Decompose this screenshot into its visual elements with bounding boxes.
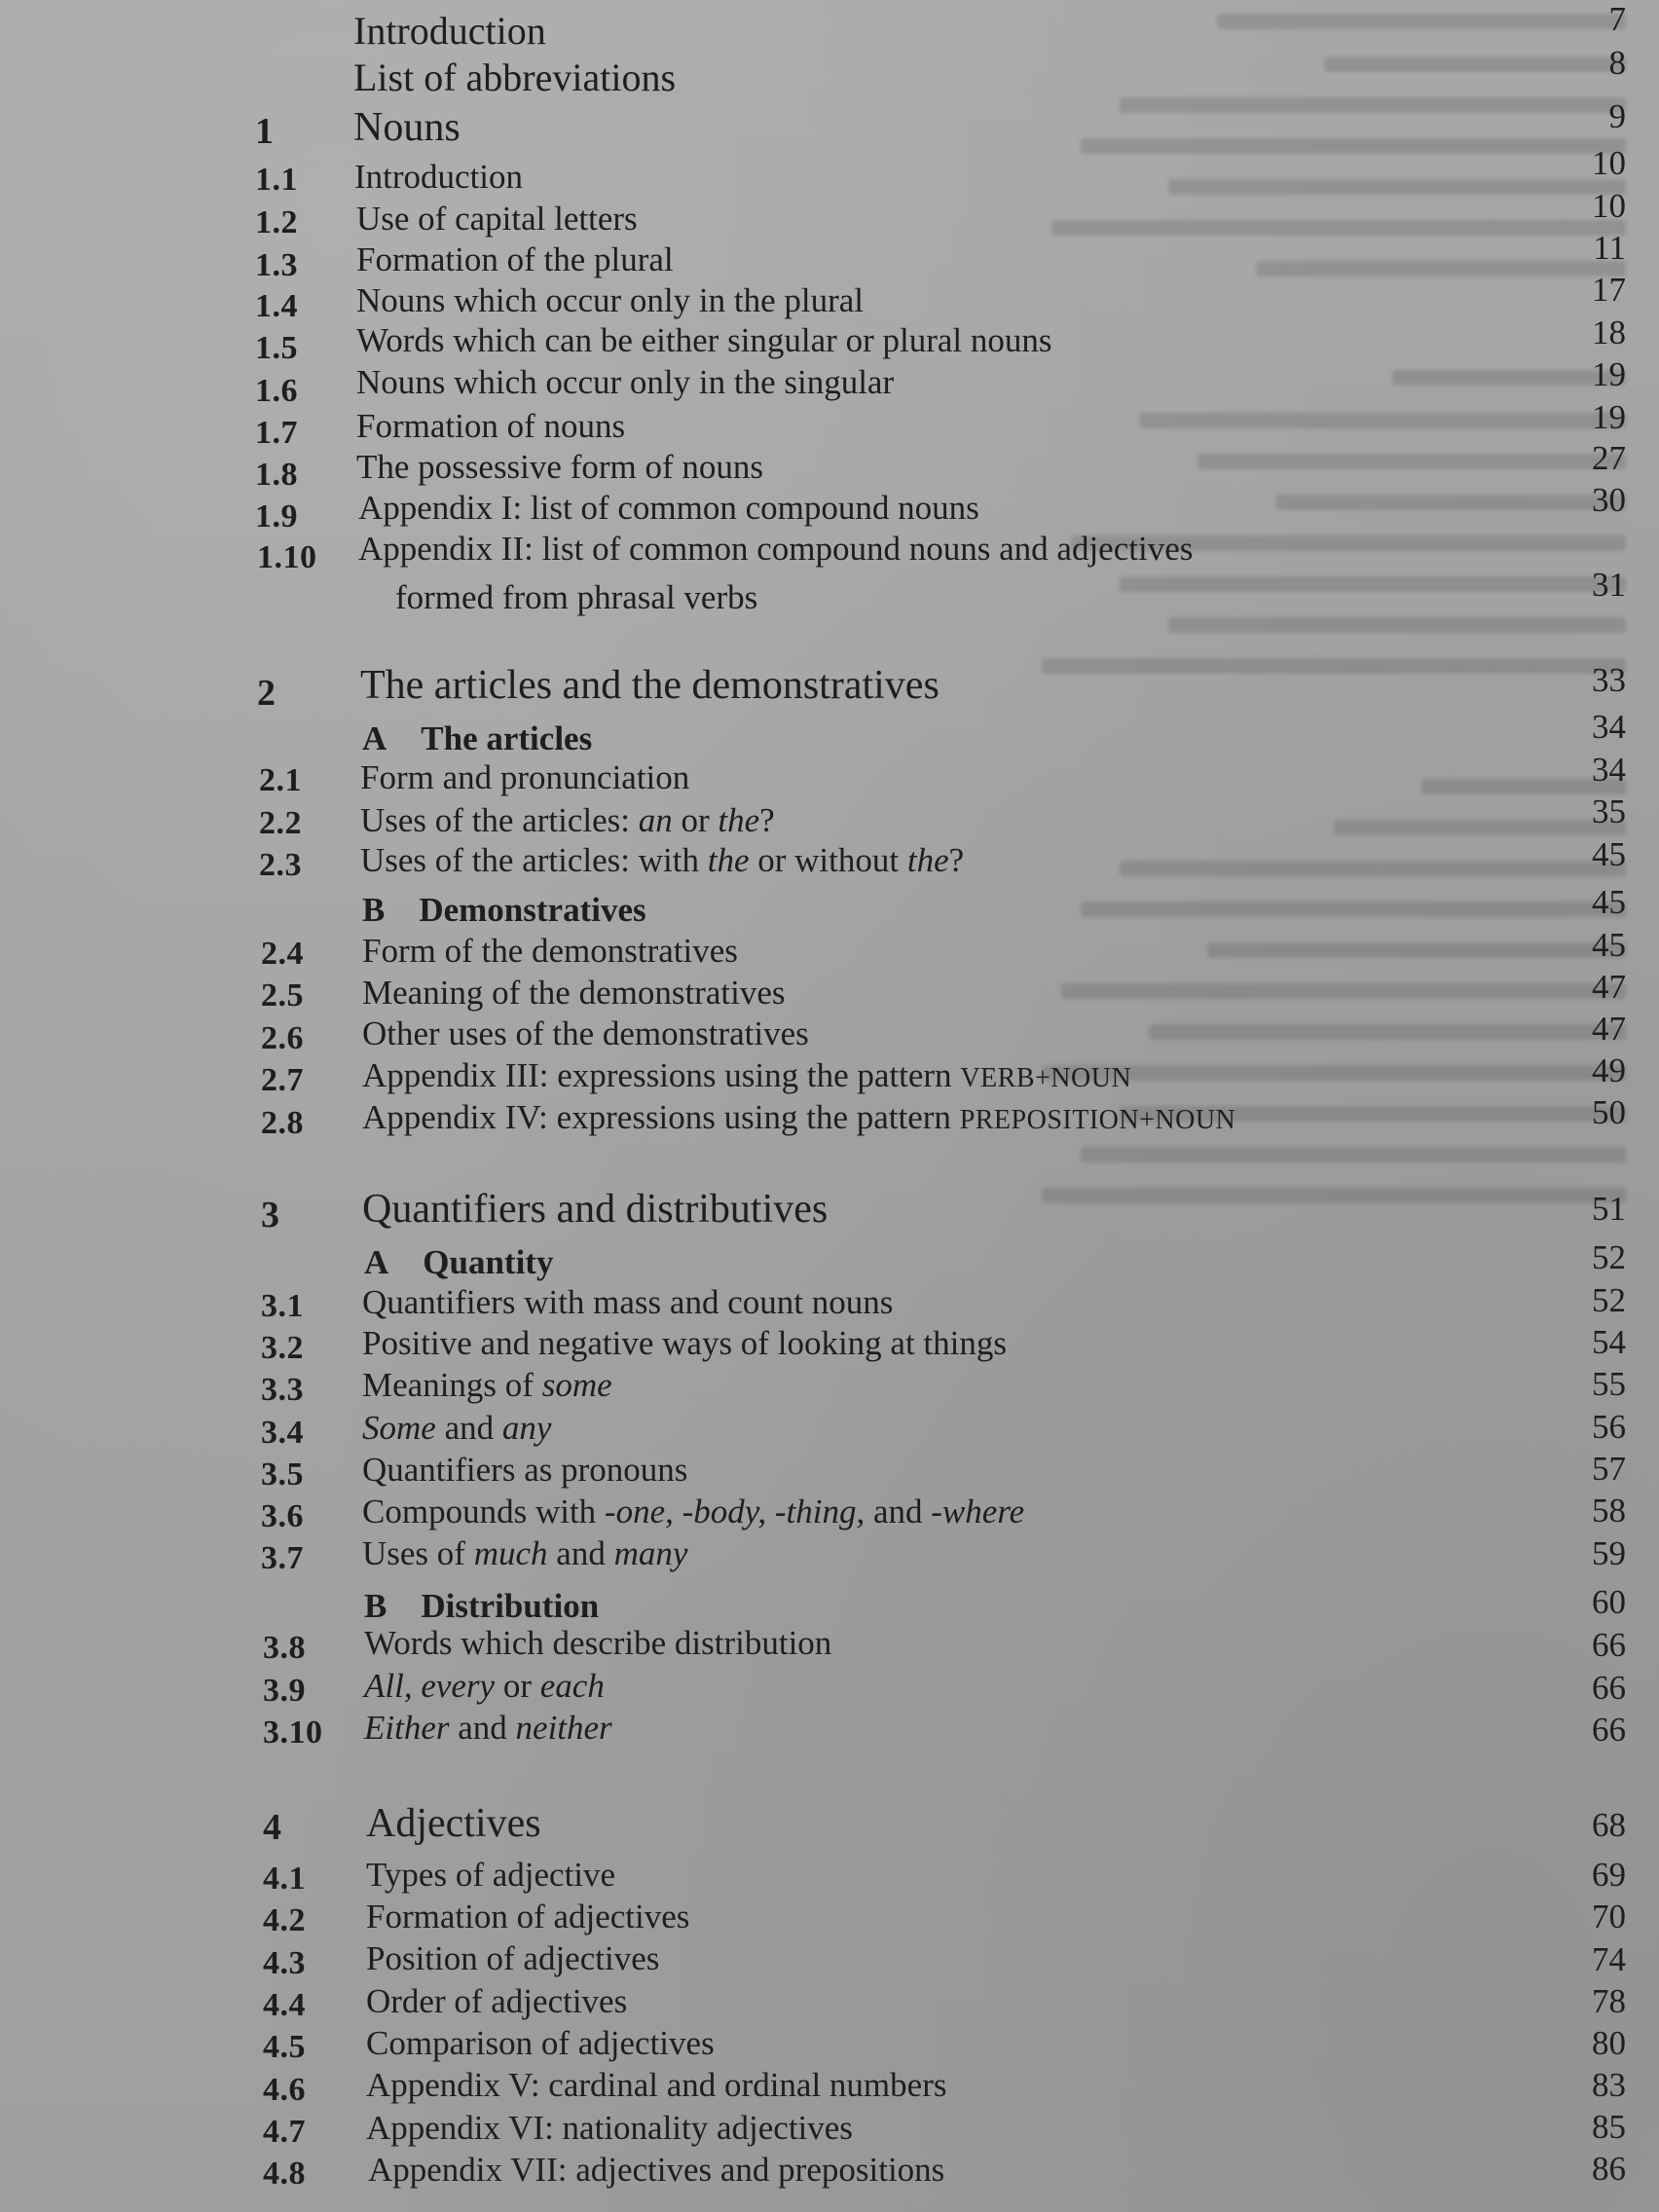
toc-page-number: 55: [1592, 1365, 1626, 1403]
toc-entry-title: Introduction: [353, 9, 546, 53]
toc-page-number: 35: [1592, 793, 1626, 830]
toc-section-number: 1.3: [255, 247, 298, 283]
toc-page-number: 60: [1592, 1583, 1626, 1621]
toc-page-number: 49: [1592, 1051, 1626, 1089]
toc-subheading: B Demonstratives: [362, 891, 646, 929]
toc-entry-title: Formation of the plural: [356, 240, 674, 278]
toc-chapter-title: The articles and the demonstratives: [360, 663, 940, 708]
toc-entry-title: Uses of the articles: with the or without the?: [360, 841, 965, 879]
toc-chapter-number: 2: [257, 673, 276, 714]
toc-section-number: 2.1: [259, 762, 302, 798]
toc-section-number: 1.7: [255, 415, 298, 451]
toc-page-number: 45: [1592, 835, 1626, 873]
toc-page-number: 86: [1592, 2150, 1626, 2188]
toc-entry-title: Appendix I: list of common compound nouns: [358, 489, 979, 527]
toc-section-number: 3.3: [261, 1372, 304, 1408]
toc-section-number: 4.3: [263, 1945, 306, 1981]
toc-section-number: 4.5: [263, 2029, 306, 2065]
toc-section-number: 1.5: [255, 330, 298, 366]
toc-page-number: 47: [1592, 1010, 1626, 1048]
toc-entry-title: Types of adjective: [366, 1856, 616, 1894]
toc-entry-title: Use of capital letters: [356, 200, 638, 238]
toc-section-number: 4.8: [263, 2156, 306, 2192]
toc-entry-title: Appendix VII: adjectives and prepositions: [368, 2151, 945, 2189]
toc-chapter-title: Adjectives: [366, 1801, 541, 1846]
toc-page-number: 59: [1592, 1534, 1626, 1572]
toc-page-number: 74: [1592, 1940, 1626, 1978]
toc-page-number: 58: [1592, 1492, 1626, 1530]
toc-subheading: A Quantity: [364, 1243, 554, 1281]
toc-page-number: 17: [1592, 271, 1626, 309]
toc-section-number: 3.4: [261, 1415, 304, 1451]
toc-entry-title: Appendix VI: nationality adjectives: [366, 2109, 853, 2147]
toc-entry-title: Other uses of the demonstratives: [362, 1014, 809, 1052]
toc-entry-title: Comparison of adjectives: [366, 2024, 715, 2062]
toc-section-number: 3.2: [261, 1330, 304, 1366]
toc-section-number: 2.7: [261, 1062, 304, 1098]
toc-page-number: 33: [1592, 661, 1626, 699]
toc-page-number: 56: [1592, 1408, 1626, 1446]
toc-entry-title: All, every or each: [364, 1667, 605, 1705]
toc-page-number: 34: [1592, 751, 1626, 789]
toc-chapter-number: 3: [261, 1195, 280, 1235]
toc-page-number: 27: [1592, 439, 1626, 477]
toc-page-number: 30: [1592, 481, 1626, 519]
toc-page-number: 66: [1592, 1626, 1626, 1664]
toc-section-number: 1.8: [255, 457, 298, 493]
toc-page-number: 19: [1592, 355, 1626, 393]
toc-subheading: B Distribution: [364, 1587, 600, 1625]
toc-section-number: 1.1: [255, 162, 298, 198]
toc-entry-title: Formation of nouns: [356, 407, 626, 445]
toc-section-number: 3.7: [261, 1540, 304, 1576]
toc-entry-title: Uses of much and many: [362, 1534, 688, 1572]
toc-page-number: 54: [1592, 1323, 1626, 1361]
toc-section-number: 3.10: [263, 1714, 323, 1751]
toc-entry-title: Compounds with -one, -body, -thing, and -where: [362, 1493, 1025, 1530]
toc-section-number: 2.3: [259, 847, 302, 883]
toc-section-number: 1.10: [257, 539, 317, 575]
toc-section-number: 3.8: [263, 1630, 306, 1666]
toc-page-number: 57: [1592, 1450, 1626, 1488]
toc-entry-title: Quantifiers as pronouns: [362, 1451, 688, 1489]
toc-entry-title: Nouns which occur only in the plural: [356, 281, 865, 319]
toc-section-number: 1.9: [255, 498, 298, 535]
toc-page-number: 8: [1608, 44, 1626, 82]
toc-entry-title: Position of adjectives: [366, 1939, 660, 1977]
toc-entry-title: Meanings of some: [362, 1366, 612, 1404]
toc-entry-title: Form and pronunciation: [360, 758, 690, 796]
toc-chapter-number: 1: [255, 111, 275, 152]
toc-entry-title: Positive and negative ways of looking at things: [362, 1324, 1007, 1362]
toc-entry-title: Either and neither: [364, 1709, 612, 1747]
toc-page-number: 70: [1592, 1898, 1626, 1936]
toc-entry-title: Uses of the articles: an or the?: [360, 801, 775, 839]
toc-entry-title: Some and any: [362, 1409, 552, 1447]
toc-section-number: 4.1: [263, 1861, 306, 1897]
toc-section-number: 3.6: [261, 1498, 304, 1534]
toc-section-number: 4.2: [263, 1902, 306, 1938]
toc-entry-title: Nouns which occur only in the singular: [356, 363, 895, 401]
toc-entry-title: Appendix II: list of common compound nouns and adjectives: [358, 530, 1194, 568]
toc-entry-title: Formation of adjectives: [366, 1898, 690, 1936]
toc-section-number: 2.5: [261, 977, 304, 1014]
toc-entry-title: Meaning of the demonstratives: [362, 974, 786, 1012]
toc-section-number: 2.6: [261, 1020, 304, 1056]
toc-entry-title: Appendix IV: expressions using the pattern PREPOSITION+NOUN: [362, 1098, 1236, 1136]
toc-section-number: 1.4: [255, 288, 298, 324]
toc-page-number: 52: [1592, 1281, 1626, 1319]
toc-page-number: 66: [1592, 1669, 1626, 1707]
toc-page-number: 68: [1592, 1806, 1626, 1844]
toc-section-number: 4.6: [263, 2072, 306, 2108]
toc-page-number: 19: [1592, 398, 1626, 436]
toc-section-number: 2.8: [261, 1105, 304, 1141]
toc-page-number: 10: [1592, 144, 1626, 182]
toc-page-number: 10: [1592, 187, 1626, 225]
toc-section-number: 2.2: [259, 805, 302, 841]
toc-section-number: 3.9: [263, 1673, 306, 1709]
toc-entry-title: Order of adjectives: [366, 1982, 628, 2020]
toc-entry-title: List of abbreviations: [353, 55, 677, 99]
toc-entry-title: Form of the demonstratives: [362, 932, 738, 970]
toc-chapter-number: 4: [263, 1807, 282, 1848]
toc-entry-title: The possessive form of nouns: [356, 448, 764, 486]
toc-page-number: 52: [1592, 1238, 1626, 1276]
toc-page-number: 7: [1608, 0, 1626, 38]
toc-section-number: 4.7: [263, 2114, 306, 2150]
toc-page-number: 34: [1592, 708, 1626, 746]
toc-page-number: 51: [1592, 1190, 1626, 1228]
toc-page-number: 31: [1592, 566, 1626, 604]
toc-page-number: 85: [1592, 2108, 1626, 2146]
toc-entry-title: Appendix III: expressions using the pattern VERB+NOUN: [362, 1056, 1132, 1094]
toc-section-number: 1.2: [255, 204, 298, 240]
toc-section-number: 1.6: [255, 373, 298, 409]
toc-page-number: 45: [1592, 926, 1626, 964]
toc-entry-title: Appendix V: cardinal and ordinal numbers: [366, 2066, 947, 2104]
toc-section-number: 3.5: [261, 1456, 304, 1493]
toc-page-number: 11: [1593, 229, 1626, 267]
toc-section-number: 3.1: [261, 1288, 304, 1324]
toc-subheading: A The articles: [362, 719, 593, 757]
toc-page-number: 66: [1592, 1711, 1626, 1749]
toc-page-number: 18: [1592, 313, 1626, 351]
toc-chapter-title: Nouns: [353, 105, 461, 150]
toc-page-number: 50: [1592, 1093, 1626, 1131]
toc-page-number: 83: [1592, 2066, 1626, 2104]
toc-section-number: 2.4: [261, 936, 304, 972]
toc-chapter-title: Quantifiers and distributives: [362, 1187, 829, 1232]
toc-page-number: 45: [1592, 883, 1626, 921]
toc-page-number: 47: [1592, 968, 1626, 1006]
toc-page-number: 9: [1608, 97, 1626, 135]
toc-entry-title: formed from phrasal verbs: [395, 578, 758, 616]
toc-page-number: 80: [1592, 2024, 1626, 2062]
toc-page-number: 69: [1592, 1856, 1626, 1894]
toc-entry-title: Words which describe distribution: [364, 1624, 832, 1662]
toc-entry-title: Words which can be either singular or plural nouns: [356, 321, 1052, 359]
toc-page-number: 78: [1592, 1982, 1626, 2020]
toc-section-number: 4.4: [263, 1987, 306, 2023]
toc-entry-title: Quantifiers with mass and count nouns: [362, 1283, 894, 1321]
toc-entry-title: Introduction: [354, 158, 524, 196]
